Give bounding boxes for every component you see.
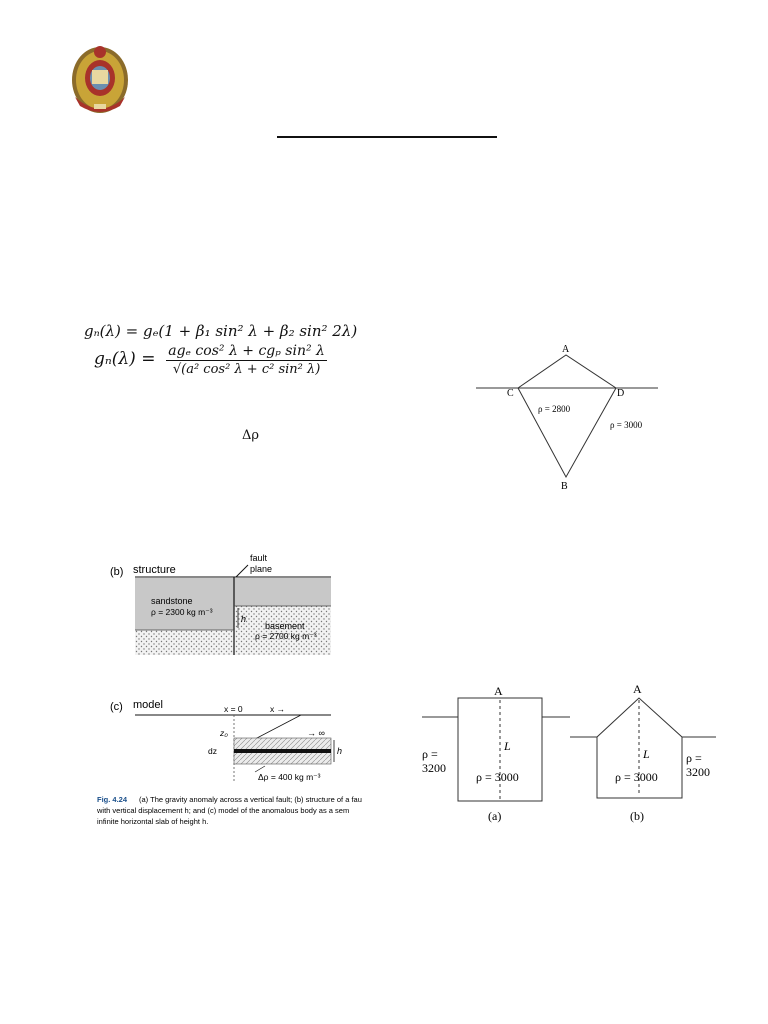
infinity-label: → ∞: [307, 728, 325, 738]
panel-c-label: (c): [110, 701, 123, 713]
caption-line-2: with vertical displacement h; and (c) model of the anomalous body as a sem: [97, 806, 350, 815]
prism-a-l-label: L: [504, 739, 511, 753]
equation-2-lhs: gₙ(λ) =: [94, 349, 156, 369]
delta-rho-model-label: Δρ = 400 kg m⁻³: [258, 772, 321, 782]
prism-a-rho-inner: ρ = 3000: [476, 770, 519, 784]
sandstone-label: sandstone: [151, 596, 193, 606]
vertex-b-label: B: [561, 481, 568, 492]
z0-label: z₀: [220, 728, 228, 738]
caption-line-3: infinite horizontal slab of height h.: [97, 817, 209, 826]
prism-b-rho-inner: ρ = 3000: [615, 770, 658, 784]
basement-label: basement: [265, 621, 305, 631]
normal-gravity-equation-2: [94, 343, 327, 377]
prism-b-rho-outer-line1: ρ =: [686, 751, 702, 765]
triangle-top-outline: [518, 355, 616, 388]
prism-a-rho-outer-line2: 3200: [422, 761, 446, 775]
panel-b-label: (b): [110, 566, 124, 578]
triangle-bottom-outline: [518, 388, 616, 477]
panel-c-title: model: [133, 699, 163, 711]
x-zero-label: x = 0: [224, 704, 243, 714]
x-arrow-label: x →: [270, 704, 286, 714]
triangle-body-figure: [476, 340, 660, 495]
panel-b-title: structure: [133, 564, 176, 576]
panel-b-prism-label: (b): [630, 809, 644, 823]
university-seal-logo: [70, 42, 130, 116]
prism-figure: [418, 680, 720, 828]
dz-label: dz: [208, 746, 217, 756]
equation-2-fraction: [166, 343, 327, 377]
normal-gravity-equation-1: gₙ(λ) = gₑ(1 + β₁ sin² λ + β₂ sin² 2λ): [84, 322, 358, 340]
caption-fig-number: Fig. 4.24: [97, 795, 128, 804]
throw-h-label: h: [241, 614, 247, 624]
vertex-c-label: C: [507, 388, 514, 399]
prism-a-rho-outer-line1: ρ =: [422, 747, 438, 761]
vertex-a-label: A: [562, 344, 570, 355]
equation-2-denominator: √(a² cos² λ + c² sin² λ): [172, 362, 321, 377]
rho-inner-label: ρ = 2800: [538, 404, 571, 414]
fault-plane-pointer: [236, 565, 248, 577]
prism-b-rho-outer-line2: 3200: [686, 765, 710, 779]
vertex-d-label: D: [617, 388, 625, 399]
prism-a-a-label: A: [494, 684, 503, 698]
equation-2-numerator: agₑ cos² λ + cgₚ sin² λ: [168, 343, 325, 359]
basement-left: [135, 630, 234, 655]
fault-plane-label-line1: fault: [250, 553, 268, 563]
rho-outer-label: ρ = 3000: [610, 420, 643, 430]
delta-rho-symbol: Δρ: [242, 428, 260, 443]
basement-density: ρ = 2700 kg m⁻³: [255, 631, 317, 641]
model-h-label: h: [337, 746, 343, 756]
sandstone-density: ρ = 2300 kg m⁻³: [151, 607, 213, 617]
prism-b-l-label: L: [643, 747, 650, 761]
caption-line-1: (a) The gravity anomaly across a vertical fault; (b) structure of a fau: [139, 795, 362, 804]
thin-element-dz: [234, 749, 331, 753]
sandstone-layer-right: [234, 578, 331, 606]
prism-b-a-label: A: [633, 682, 642, 696]
title-underline: [277, 136, 497, 138]
fault-figure: [97, 550, 387, 840]
fault-plane-label-line2: plane: [250, 564, 273, 574]
panel-a-label: (a): [488, 809, 502, 823]
